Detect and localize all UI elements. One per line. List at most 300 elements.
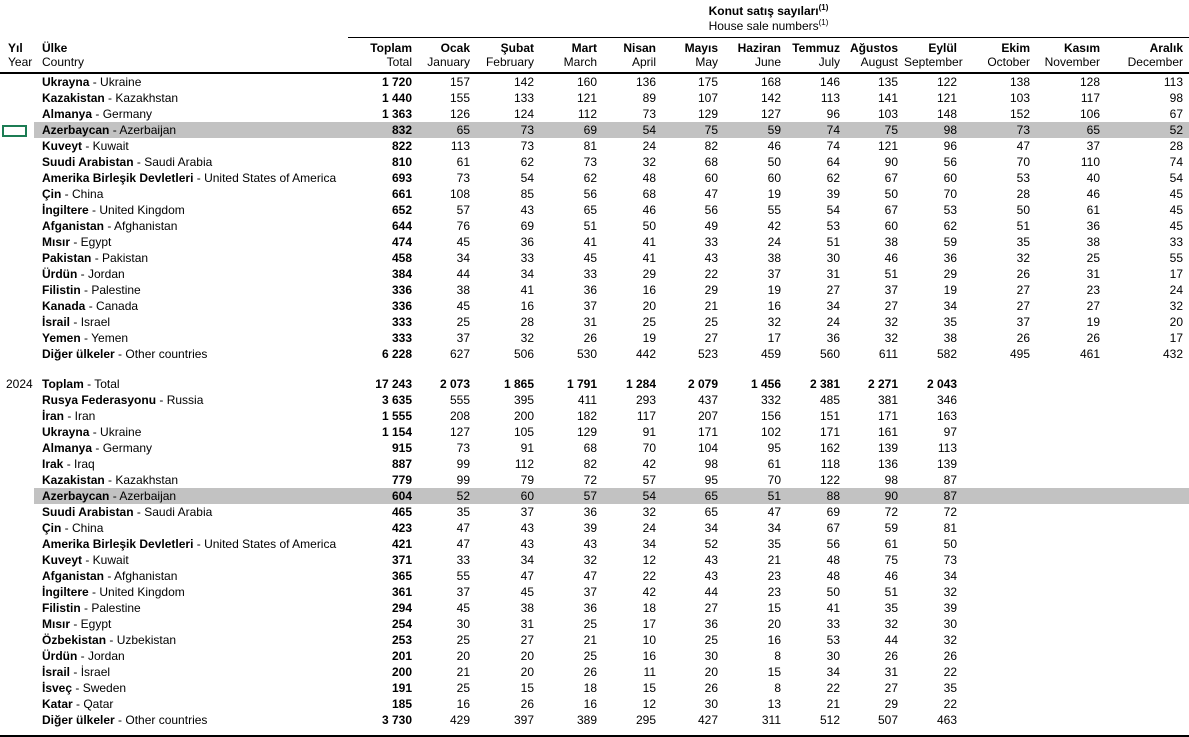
- table-row: [0, 138, 1189, 154]
- value-cell: 50: [642, 219, 656, 233]
- value-cell: 333: [391, 331, 412, 345]
- country-cell: Rusya Federasyonu - Russia: [42, 393, 204, 407]
- value-cell: 33: [704, 235, 718, 249]
- value-cell: 34: [704, 521, 718, 535]
- value-cell: 91: [520, 441, 534, 455]
- value-cell: 67: [1169, 107, 1183, 121]
- country-cell: Almanya - Germany: [42, 107, 153, 121]
- year-cell: [0, 138, 34, 154]
- table-row: [0, 472, 1189, 488]
- value-cell: [1106, 648, 1189, 664]
- value-cell: 40: [1086, 171, 1100, 185]
- value-cell: 20: [456, 649, 470, 663]
- value-cell: 95: [704, 473, 718, 487]
- table-row: [0, 696, 1189, 712]
- value-cell: 15: [520, 681, 534, 695]
- value-cell: 16: [456, 697, 470, 711]
- value-cell: 142: [760, 91, 781, 105]
- value-cell: 136: [635, 75, 656, 89]
- value-cell: 1 555: [381, 409, 412, 423]
- value-cell: 36: [583, 283, 597, 297]
- table-body: [0, 73, 1189, 728]
- value-cell: [963, 392, 1036, 408]
- value-cell: 41: [826, 601, 840, 615]
- value-cell: 26: [943, 649, 957, 663]
- value-cell: 13: [767, 697, 781, 711]
- value-cell: 30: [704, 649, 718, 663]
- value-cell: 22: [642, 569, 656, 583]
- value-cell: 81: [943, 521, 957, 535]
- table-row: [0, 504, 1189, 520]
- value-cell: 465: [391, 505, 412, 519]
- value-cell: 47: [520, 569, 534, 583]
- year-cell: [0, 186, 34, 202]
- value-cell: 25: [583, 617, 597, 631]
- value-cell: 191: [391, 681, 412, 695]
- value-cell: 70: [943, 187, 957, 201]
- value-cell: 45: [1169, 203, 1183, 217]
- value-cell: 652: [391, 203, 412, 217]
- value-cell: 427: [697, 713, 718, 727]
- value-cell: 161: [877, 425, 898, 439]
- value-cell: 46: [884, 569, 898, 583]
- value-cell: 346: [936, 393, 957, 407]
- value-cell: 45: [1169, 219, 1183, 233]
- value-cell: 411: [577, 393, 597, 407]
- value-cell: 332: [760, 393, 781, 407]
- value-cell: 693: [391, 171, 412, 185]
- column-header-ekim: Ekim October: [963, 38, 1036, 73]
- value-cell: 25: [456, 681, 470, 695]
- value-cell: 15: [642, 681, 656, 695]
- value-cell: 27: [1086, 299, 1100, 313]
- value-cell: 54: [603, 488, 662, 504]
- value-cell: [1036, 504, 1106, 520]
- footnote-marker: (1): [818, 18, 829, 27]
- value-cell: 6 228: [381, 347, 412, 361]
- value-cell: [1036, 520, 1106, 536]
- value-cell: [963, 696, 1036, 712]
- value-cell: 67: [826, 521, 840, 535]
- value-cell: 74: [826, 139, 840, 153]
- value-cell: 555: [449, 393, 470, 407]
- table-row: [0, 250, 1189, 266]
- value-cell: 60: [476, 488, 540, 504]
- table-row: [0, 536, 1189, 552]
- value-cell: 51: [826, 235, 840, 249]
- value-cell: [963, 568, 1036, 584]
- value-cell: 32: [943, 633, 957, 647]
- country-cell: Almanya - Germany: [42, 441, 153, 455]
- value-cell: 17: [642, 617, 656, 631]
- value-cell: 60: [767, 171, 781, 185]
- value-cell: 395: [513, 393, 534, 407]
- value-cell: 69: [520, 219, 534, 233]
- table-row: [0, 314, 1189, 330]
- value-cell: 87: [943, 473, 957, 487]
- table-row: [0, 424, 1189, 440]
- value-cell: 171: [697, 425, 718, 439]
- value-cell: 152: [1009, 107, 1030, 121]
- value-cell: 27: [826, 283, 840, 297]
- value-cell: 70: [1016, 155, 1030, 169]
- value-cell: 29: [884, 697, 898, 711]
- value-cell: 53: [826, 633, 840, 647]
- year-cell: [0, 250, 34, 266]
- value-cell: 50: [826, 585, 840, 599]
- value-cell: [1036, 696, 1106, 712]
- value-cell: 85: [520, 187, 534, 201]
- value-cell: [1036, 472, 1106, 488]
- value-cell: 20: [1169, 315, 1183, 329]
- value-cell: 98: [884, 473, 898, 487]
- value-cell: 19: [767, 187, 781, 201]
- value-cell: 52: [704, 537, 718, 551]
- value-cell: 27: [704, 331, 718, 345]
- value-cell: 90: [884, 155, 898, 169]
- value-cell: 458: [391, 251, 412, 265]
- value-cell: 54: [520, 171, 534, 185]
- value-cell: 62: [826, 171, 840, 185]
- value-cell: 22: [943, 697, 957, 711]
- value-cell: 26: [884, 649, 898, 663]
- value-cell: 110: [1080, 155, 1100, 169]
- country-cell: Afganistan - Afghanistan: [42, 219, 178, 233]
- value-cell: [963, 680, 1036, 696]
- value-cell: 108: [449, 187, 470, 201]
- value-cell: 22: [704, 267, 718, 281]
- value-cell: [1106, 584, 1189, 600]
- value-cell: 254: [391, 617, 412, 631]
- value-cell: [963, 440, 1036, 456]
- value-cell: 36: [704, 617, 718, 631]
- value-cell: 42: [642, 457, 656, 471]
- value-cell: 26: [704, 681, 718, 695]
- value-cell: 17: [1169, 267, 1183, 281]
- value-cell: 88: [787, 488, 846, 504]
- value-cell: 117: [1080, 91, 1100, 105]
- value-cell: 2 381: [809, 377, 840, 391]
- value-cell: 54: [603, 122, 662, 138]
- value-cell: 146: [819, 75, 840, 89]
- value-cell: 45: [456, 299, 470, 313]
- value-cell: 127: [449, 425, 470, 439]
- value-cell: 124: [513, 107, 534, 121]
- value-cell: 50: [943, 537, 957, 551]
- column-header-kasim: Kasım November: [1036, 38, 1106, 73]
- value-cell: 160: [576, 75, 597, 89]
- value-cell: 25: [704, 633, 718, 647]
- value-cell: 34: [826, 665, 840, 679]
- value-cell: [1036, 456, 1106, 472]
- value-cell: 25: [456, 315, 470, 329]
- year-cell: [0, 712, 34, 728]
- value-cell: [1106, 696, 1189, 712]
- value-cell: 38: [943, 331, 957, 345]
- value-cell: 26: [583, 665, 597, 679]
- table-row: [0, 122, 1189, 138]
- value-cell: 42: [642, 585, 656, 599]
- value-cell: [1106, 376, 1189, 392]
- value-cell: [1106, 488, 1189, 504]
- value-cell: 90: [846, 488, 904, 504]
- value-cell: 34: [642, 537, 656, 551]
- value-cell: 12: [642, 697, 656, 711]
- value-cell: 21: [583, 633, 597, 647]
- value-cell: 113: [937, 441, 957, 455]
- value-cell: 423: [391, 521, 412, 535]
- value-cell: [1036, 616, 1106, 632]
- value-cell: 56: [943, 155, 957, 169]
- year-cell: [0, 408, 34, 424]
- value-cell: 15: [767, 601, 781, 615]
- value-cell: 99: [456, 473, 470, 487]
- country-cell: İngiltere - United Kingdom: [42, 203, 185, 217]
- value-cell: 112: [514, 457, 534, 471]
- value-cell: 32: [884, 617, 898, 631]
- year-cell: [0, 234, 34, 250]
- year-cell: [0, 346, 34, 362]
- table-row: [0, 90, 1189, 106]
- value-cell: 60: [704, 171, 718, 185]
- table-row: [0, 616, 1189, 632]
- value-cell: [1036, 648, 1106, 664]
- value-cell: 38: [456, 283, 470, 297]
- value-cell: 8: [774, 681, 781, 695]
- value-cell: 75: [662, 122, 724, 138]
- value-cell: 2 271: [867, 377, 898, 391]
- year-cell: [0, 584, 34, 600]
- value-cell: 113: [820, 91, 840, 105]
- value-cell: [1106, 600, 1189, 616]
- value-cell: 61: [884, 537, 898, 551]
- table-row: [0, 234, 1189, 250]
- country-cell: Ürdün - Jordan: [42, 649, 125, 663]
- value-cell: 57: [642, 473, 656, 487]
- value-cell: 31: [826, 267, 840, 281]
- value-cell: 779: [391, 473, 412, 487]
- value-cell: 50: [767, 155, 781, 169]
- value-cell: 61: [767, 457, 781, 471]
- value-cell: 76: [456, 219, 470, 233]
- value-cell: 18: [642, 601, 656, 615]
- value-cell: 73: [476, 122, 540, 138]
- value-cell: 43: [704, 251, 718, 265]
- table-row: [0, 218, 1189, 234]
- value-cell: 25: [583, 649, 597, 663]
- value-cell: 437: [697, 393, 718, 407]
- value-cell: 30: [826, 251, 840, 265]
- table-row: [0, 456, 1189, 472]
- value-cell: 35: [884, 601, 898, 615]
- value-cell: 102: [760, 425, 781, 439]
- value-cell: 33: [583, 267, 597, 281]
- value-cell: [963, 504, 1036, 520]
- year-cell: [0, 154, 34, 170]
- value-cell: 47: [1016, 139, 1030, 153]
- value-cell: 24: [642, 139, 656, 153]
- value-cell: 45: [520, 585, 534, 599]
- value-cell: 37: [583, 299, 597, 313]
- value-cell: 336: [391, 299, 412, 313]
- value-cell: 74: [1169, 155, 1183, 169]
- value-cell: 485: [819, 393, 840, 407]
- column-header-temmuz: Temmuz July: [787, 38, 846, 73]
- value-cell: 611: [878, 347, 898, 361]
- value-cell: 26: [1086, 331, 1100, 345]
- value-cell: 34: [826, 299, 840, 313]
- value-cell: 75: [846, 122, 904, 138]
- value-cell: 107: [697, 91, 718, 105]
- value-cell: 253: [391, 633, 412, 647]
- value-cell: [1106, 440, 1189, 456]
- value-cell: [963, 664, 1036, 680]
- year-cell: [0, 664, 34, 680]
- value-cell: 73: [943, 553, 957, 567]
- table-row: [0, 73, 1189, 90]
- value-cell: 36: [583, 505, 597, 519]
- value-cell: 915: [391, 441, 412, 455]
- value-cell: 208: [449, 409, 470, 423]
- value-cell: 45: [1169, 187, 1183, 201]
- year-cell: [0, 472, 34, 488]
- value-cell: 442: [635, 347, 656, 361]
- value-cell: 21: [767, 553, 781, 567]
- value-cell: 30: [943, 617, 957, 631]
- value-cell: [963, 712, 1036, 728]
- table-row: [0, 488, 1189, 504]
- column-header-mayis: Mayıs May: [662, 38, 724, 73]
- value-cell: 25: [1086, 251, 1100, 265]
- value-cell: 36: [1086, 219, 1100, 233]
- value-cell: 182: [576, 409, 597, 423]
- value-cell: 72: [583, 473, 597, 487]
- country-cell: Kuveyt - Kuwait: [42, 139, 129, 153]
- value-cell: 50: [884, 187, 898, 201]
- country-cell: Suudi Arabistan - Saudi Arabia: [42, 155, 213, 169]
- value-cell: 371: [391, 553, 412, 567]
- value-cell: 51: [583, 219, 597, 233]
- country-cell: Filistin - Palestine: [42, 601, 141, 615]
- value-cell: 162: [819, 441, 840, 455]
- country-cell: İran - Iran: [42, 409, 96, 423]
- selection-box: [2, 125, 27, 137]
- country-cell: İngiltere - United Kingdom: [42, 585, 185, 599]
- table-row: [0, 186, 1189, 202]
- value-cell: 113: [1163, 75, 1183, 89]
- value-cell: [1036, 440, 1106, 456]
- value-cell: [1106, 504, 1189, 520]
- value-cell: 133: [513, 91, 534, 105]
- value-cell: 27: [884, 299, 898, 313]
- value-cell: 81: [583, 139, 597, 153]
- country-cell: Diğer ülkeler - Other countries: [42, 347, 208, 361]
- value-cell: 33: [520, 251, 534, 265]
- value-cell: 142: [513, 75, 534, 89]
- value-cell: 34: [520, 553, 534, 567]
- value-cell: 474: [391, 235, 412, 249]
- year-cell: [0, 504, 34, 520]
- value-cell: 29: [943, 267, 957, 281]
- value-cell: 48: [826, 553, 840, 567]
- value-cell: 79: [520, 473, 534, 487]
- value-cell: 23: [767, 585, 781, 599]
- value-cell: 644: [391, 219, 412, 233]
- value-cell: 65: [583, 203, 597, 217]
- value-cell: 22: [826, 681, 840, 695]
- year-cell: [0, 440, 34, 456]
- year-cell: [0, 282, 34, 298]
- year-cell: [0, 424, 34, 440]
- value-cell: 49: [704, 219, 718, 233]
- value-cell: 127: [760, 107, 781, 121]
- country-cell: Ukrayna - Ukraine: [42, 75, 142, 89]
- value-cell: 128: [1079, 75, 1100, 89]
- value-cell: 15: [767, 665, 781, 679]
- value-cell: 99: [456, 457, 470, 471]
- value-cell: 20: [520, 649, 534, 663]
- value-cell: [1036, 424, 1106, 440]
- value-cell: 21: [456, 665, 470, 679]
- value-cell: [1106, 520, 1189, 536]
- year-cell: [0, 648, 34, 664]
- value-cell: [963, 632, 1036, 648]
- value-cell: [963, 456, 1036, 472]
- value-cell: 45: [456, 235, 470, 249]
- table-row: [0, 346, 1189, 362]
- value-cell: 112: [577, 107, 597, 121]
- country-cell: Ukrayna - Ukraine: [42, 425, 142, 439]
- value-cell: 37: [456, 331, 470, 345]
- value-cell: 46: [767, 139, 781, 153]
- value-cell: [1036, 488, 1106, 504]
- value-cell: 2 073: [439, 377, 470, 391]
- value-cell: 51: [724, 488, 787, 504]
- value-cell: 38: [767, 251, 781, 265]
- value-cell: 138: [1009, 75, 1030, 89]
- value-cell: [963, 376, 1036, 392]
- value-cell: 11: [643, 665, 656, 679]
- country-cell: Yemen - Yemen: [42, 331, 129, 345]
- value-cell: 95: [767, 441, 781, 455]
- value-cell: 31: [520, 617, 534, 631]
- value-cell: [1036, 680, 1106, 696]
- value-cell: 53: [826, 219, 840, 233]
- value-cell: 20: [520, 665, 534, 679]
- value-cell: 43: [704, 569, 718, 583]
- value-cell: 68: [642, 187, 656, 201]
- value-cell: 17 243: [375, 377, 412, 391]
- value-cell: 24: [642, 521, 656, 535]
- value-cell: 463: [936, 713, 957, 727]
- value-cell: 1 363: [381, 107, 412, 121]
- value-cell: 33: [826, 617, 840, 631]
- value-cell: 46: [1086, 187, 1100, 201]
- value-cell: 507: [877, 713, 898, 727]
- value-cell: 73: [963, 122, 1036, 138]
- value-cell: 35: [943, 681, 957, 695]
- value-cell: 118: [820, 457, 840, 471]
- country-cell: Amerika Birleşik Devletleri - United States of America: [42, 537, 337, 551]
- value-cell: 16: [642, 649, 656, 663]
- value-cell: 35: [456, 505, 470, 519]
- header-row: [0, 38, 1189, 73]
- column-header-country: Ülke Country: [34, 38, 348, 73]
- value-cell: 75: [884, 553, 898, 567]
- value-cell: 43: [704, 553, 718, 567]
- value-cell: 37: [456, 585, 470, 599]
- value-cell: 33: [1169, 235, 1183, 249]
